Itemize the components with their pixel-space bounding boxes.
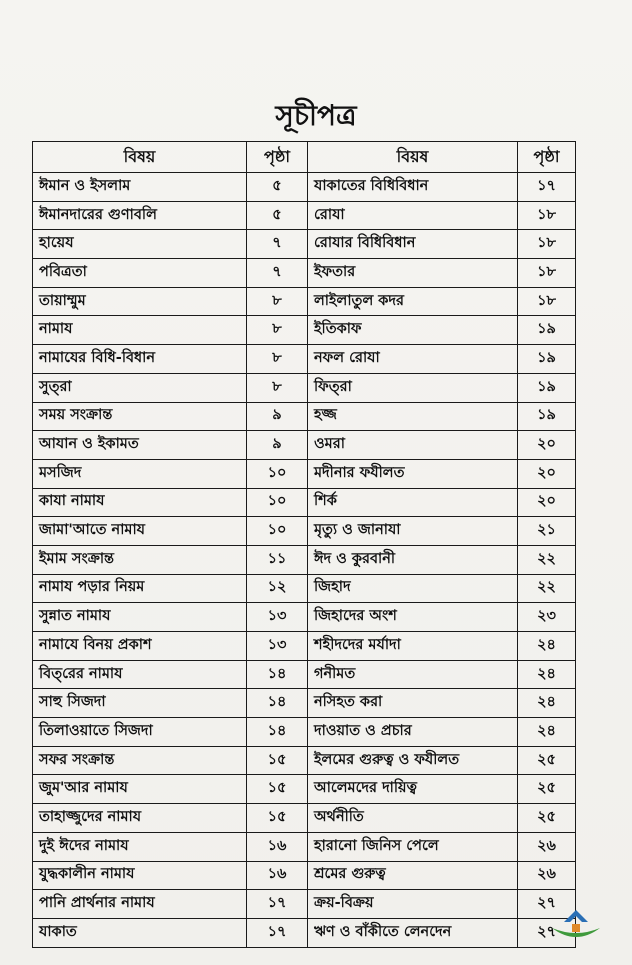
header-page-left: পৃষ্ঠা (247, 142, 308, 173)
cell-page-left: ১৪ (247, 718, 308, 747)
cell-page-left: ৭ (247, 259, 308, 288)
cell-topic-left: বিত্‌রের নামায (33, 660, 247, 689)
cell-page-left: ১৫ (247, 775, 308, 804)
cell-page-right: ২০ (518, 459, 576, 488)
table-row (33, 574, 576, 603)
cell-page-left: ১৩ (247, 632, 308, 661)
cell-page-left: ৫ (247, 201, 308, 230)
cell-page-right: ২৭ (518, 918, 576, 947)
cell-page-right: ২৪ (518, 718, 576, 747)
cell-page-right: ১৮ (518, 230, 576, 259)
cell-page-left: ১৩ (247, 603, 308, 632)
cell-topic-right: নফল রোযা (308, 345, 518, 374)
table-row (33, 746, 576, 775)
table-row (33, 259, 576, 288)
cell-page-right: ১৮ (518, 287, 576, 316)
table-row (33, 918, 576, 947)
cell-topic-right: শ্রমের গুরুত্ব (308, 861, 518, 890)
cell-page-right: ২৭ (518, 890, 576, 919)
table-of-contents (32, 141, 576, 948)
table-row (33, 488, 576, 517)
cell-topic-left: জামা'আতে নামায (33, 517, 247, 546)
cell-topic-right: ওমরা (308, 431, 518, 460)
cell-topic-left: নামাযে বিনয় প্রকাশ (33, 632, 247, 661)
cell-page-right: ২০ (518, 431, 576, 460)
cell-topic-right: গনীমত (308, 660, 518, 689)
header-topic-left: বিষয় (33, 142, 247, 173)
cell-topic-left: হায়েয (33, 230, 247, 259)
cell-topic-left: নামাযের বিধি-বিধান (33, 345, 247, 374)
cell-page-right: ২০ (518, 488, 576, 517)
cell-topic-right: নসিহত করা (308, 689, 518, 718)
page-title: সূচীপত্র (275, 99, 357, 132)
cell-topic-left: ইমাম সংক্রান্ত (33, 545, 247, 574)
cell-page-left: ৭ (247, 230, 308, 259)
cell-page-left: ৮ (247, 373, 308, 402)
cell-topic-right: জিহাদের অংশ (308, 603, 518, 632)
table-row (33, 173, 576, 202)
cell-topic-right: দাওয়াত ও প্রচার (308, 718, 518, 747)
toc-body (33, 173, 576, 948)
cell-topic-left: পানি প্রার্থনার নামায (33, 890, 247, 919)
header-topic-right: বিয়ষ (308, 142, 518, 173)
cell-topic-right: শির্ক (308, 488, 518, 517)
cell-topic-right: রোযার বিধিবিধান (308, 230, 518, 259)
cell-topic-left: ঈমান ও ইসলাম (33, 173, 247, 202)
cell-page-left: ১০ (247, 459, 308, 488)
cell-topic-left: সফর সংক্রান্ত (33, 746, 247, 775)
cell-topic-right: আলেমদের দায়িত্ব (308, 775, 518, 804)
cell-page-right: ১৯ (518, 373, 576, 402)
cell-page-left: ৮ (247, 287, 308, 316)
cell-topic-right: হজ্জ (308, 402, 518, 431)
cell-page-right: ২৫ (518, 775, 576, 804)
cell-topic-left: আযান ও ইকামত (33, 431, 247, 460)
cell-page-left: ১৫ (247, 746, 308, 775)
table-row (33, 431, 576, 460)
table-row (33, 517, 576, 546)
cell-topic-right: লাইলাতুল কদর (308, 287, 518, 316)
cell-page-right: ২৪ (518, 660, 576, 689)
cell-page-right: ১৯ (518, 316, 576, 345)
header-row (33, 142, 576, 173)
cell-topic-left: পবিত্রতা (33, 259, 247, 288)
table-row (33, 373, 576, 402)
cell-page-right: ১৯ (518, 402, 576, 431)
cell-topic-right: হারানো জিনিস পেলে (308, 832, 518, 861)
cell-page-left: ১৪ (247, 660, 308, 689)
cell-page-right: ২৬ (518, 861, 576, 890)
cell-page-left: ১০ (247, 517, 308, 546)
cell-topic-left: ঈমানদারের গুণাবলি (33, 201, 247, 230)
cell-page-left: ১৫ (247, 804, 308, 833)
cell-page-left: ১৬ (247, 861, 308, 890)
cell-topic-left: কাযা নামায (33, 488, 247, 517)
cell-topic-right: ইফতার (308, 259, 518, 288)
cell-page-left: ১৪ (247, 689, 308, 718)
table-row (33, 718, 576, 747)
cell-topic-right: ইলমের গুরুত্ব ও ফযীলত (308, 746, 518, 775)
cell-page-left: ১১ (247, 545, 308, 574)
cell-topic-left: যুদ্ধকালীন নামায (33, 861, 247, 890)
cell-page-right: ২৩ (518, 603, 576, 632)
table-row (33, 603, 576, 632)
cell-page-left: ৯ (247, 431, 308, 460)
cell-page-left: ১৬ (247, 832, 308, 861)
table-row (33, 459, 576, 488)
cell-topic-right: ঋণ ও বাঁকীতে লেনদেন (308, 918, 518, 947)
table-row (33, 861, 576, 890)
cell-topic-left: যাকাত (33, 918, 247, 947)
cell-page-right: ২৫ (518, 804, 576, 833)
table-row (33, 890, 576, 919)
cell-topic-right: ক্রয়-বিক্রয় (308, 890, 518, 919)
cell-page-right: ২১ (518, 517, 576, 546)
cell-page-right: ১৯ (518, 345, 576, 374)
cell-topic-right: অর্থনীতি (308, 804, 518, 833)
cell-topic-left: সুত্‌রা (33, 373, 247, 402)
cell-topic-right: মদীনার ফযীলত (308, 459, 518, 488)
cell-page-left: ১২ (247, 574, 308, 603)
cell-topic-right: ঈদ ও কুরবানী (308, 545, 518, 574)
cell-topic-right: রোযা (308, 201, 518, 230)
cell-topic-left: নামায পড়ার নিয়ম (33, 574, 247, 603)
cell-page-right: ২৪ (518, 632, 576, 661)
table-row (33, 345, 576, 374)
cell-page-left: ৫ (247, 173, 308, 202)
cell-topic-left: তিলাওয়াতে সিজদা (33, 718, 247, 747)
table-row (33, 632, 576, 661)
table-row (33, 316, 576, 345)
table-row (33, 230, 576, 259)
cell-topic-left: দুই ঈদের নামায (33, 832, 247, 861)
table-row (33, 832, 576, 861)
table-row (33, 201, 576, 230)
table-row (33, 660, 576, 689)
cell-page-right: ২৬ (518, 832, 576, 861)
table-row (33, 545, 576, 574)
cell-topic-right: জিহাদ (308, 574, 518, 603)
cell-page-right: ১৮ (518, 201, 576, 230)
cell-topic-right: ইতিকাফ (308, 316, 518, 345)
table-row (33, 804, 576, 833)
cell-topic-left: সাহু সিজদা (33, 689, 247, 718)
cell-topic-left: সময় সংক্রান্ত (33, 402, 247, 431)
cell-page-left: ১৭ (247, 890, 308, 919)
publisher-logo-icon (548, 906, 604, 946)
cell-topic-left: সুন্নাত নামায (33, 603, 247, 632)
cell-page-right: ২২ (518, 574, 576, 603)
cell-page-left: ৮ (247, 316, 308, 345)
table-row (33, 775, 576, 804)
cell-topic-left: তাহাজ্জুদের নামায (33, 804, 247, 833)
cell-page-left: ১০ (247, 488, 308, 517)
cell-topic-left: জুম'আর নামায (33, 775, 247, 804)
table-row (33, 287, 576, 316)
cell-topic-right: যাকাতের বিধিবিধান (308, 173, 518, 202)
cell-topic-right: ফিত্‌রা (308, 373, 518, 402)
cell-page-right: ১৭ (518, 173, 576, 202)
cell-topic-left: মসজিদ (33, 459, 247, 488)
cell-topic-right: শহীদদের মর্যাদা (308, 632, 518, 661)
cell-page-left: ৯ (247, 402, 308, 431)
table-row (33, 689, 576, 718)
cell-topic-left: নামায (33, 316, 247, 345)
cell-page-left: ৮ (247, 345, 308, 374)
cell-topic-left: তায়াম্মুম (33, 287, 247, 316)
cell-page-right: ১৮ (518, 259, 576, 288)
cell-topic-right: মৃত্যু ও জানাযা (308, 517, 518, 546)
header-page-right: পৃষ্ঠা (518, 142, 576, 173)
table-row (33, 402, 576, 431)
cell-page-right: ২৪ (518, 689, 576, 718)
cell-page-right: ২২ (518, 545, 576, 574)
cell-page-left: ১৭ (247, 918, 308, 947)
cell-page-right: ২৫ (518, 746, 576, 775)
